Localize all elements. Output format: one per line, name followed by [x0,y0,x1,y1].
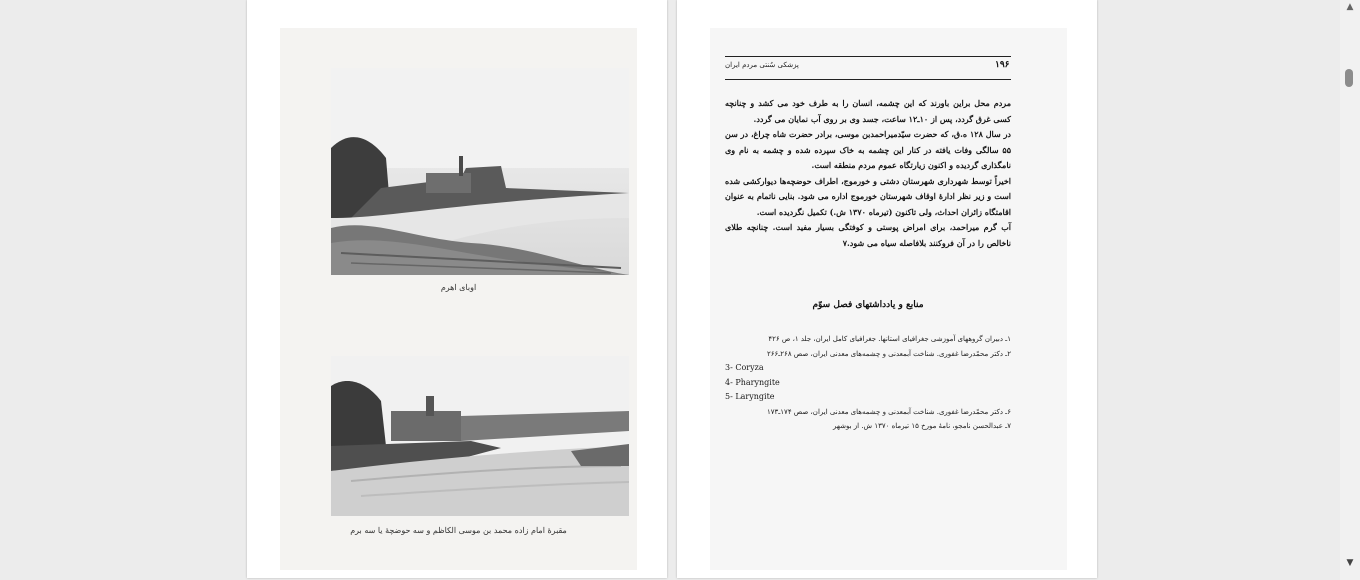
section-title: منابع و یادداشتهای فصل سوّم [812,300,924,310]
book-title: پزشکی سُنتی مردم ایران [725,61,799,69]
reference-item: ۱ـ دبیران گروههای آموزشی جغرافیای استانها. جغرافیای کامل ایران، جلد ۱، ص ۴۲۶ [768,335,1011,343]
reference-item: 4- Pharyngite [725,377,780,387]
reference-item: 5- Laryngite [725,392,775,401]
page-right [677,0,1097,578]
photo-riverbank-village [331,68,629,275]
scroll-up-arrow-icon[interactable]: ▲ [1346,2,1354,12]
page-number: ۱۹۶ [995,60,1010,70]
scanned-photo-plate [280,28,637,570]
scanned-text-page [710,28,1067,570]
reference-item: ۲ـ دکتر محمّدرضا غفوری. شناخت آبمعدنی و چشمه‌های معدنی ایران، صص ۲۶۸ـ۲۶۶ [766,349,1011,358]
paragraph: در سال ۱۲۸ ه.ق، که حضرت سیّدمیراحمدبن موسی، برادر حضرت شاه چراغ، در سن ۵۵ سالگی وفات یافته در کنار این چشمه به خاک سپرده شده و چشمه به نام وی نامگذاری گردیده و اکنون زیارتگاه عموم مردم منطقه است. [725,129,1011,170]
photo-shrine-pools [331,356,629,516]
scroll-thumb[interactable] [1345,69,1353,87]
references-list [725,332,1011,434]
running-header [725,56,1011,80]
paragraph: مردم محل براین باورند که این چشمه، انسان را به طرف خود می کشد و چنانچه کسی غرق گردد، پس از ۱۰ـ۱۲ ساعت، جسد وی بر روی آب نمایان می گردد. [725,98,1011,124]
paragraph: آب گرم میراحمد، برای امراض پوستی و کوفتگی بسیار مفید است. چنانچه طلای ناخالص را در آن فروکنند بلافاصله سیاه می شود.۷ [725,222,1011,248]
scroll-down-arrow-icon[interactable]: ▼ [1346,558,1354,568]
reference-item: ۷ـ عبدالحسن نامجو، نامهٔ مورخ ۱۵ تیرماه ۱۳۷۰ ش. از بوشهر [833,422,1011,430]
photo-2-caption: مقبرهٔ امام زاده محمد بن موسی الکاظم و سه حوضچهٔ یا سه برم [350,526,567,535]
page-left [247,0,667,578]
body-text [725,96,1011,251]
photo-2-image [331,356,629,516]
reference-item: 3- Coryza [725,363,764,372]
photo-1-image [331,68,629,275]
reference-item: ۶ـ دکتر محمّدرضا غفوری. شناخت آبمعدنی و چشمه‌های معدنی ایران، صص ۱۷۴ـ۱۷۳ [766,407,1011,416]
vertical-scrollbar[interactable] [1340,0,1360,580]
paragraph: اخیراً توسط شهرداری شهرستان دشتی و خورموج، اطراف حوضچه‌ها دیوارکشی شده است و زیر نظر ادارهٔ اوقاف شهرستان خورموج اداره می شود. بنایی ناتمام به عنوان اقامتگاه زائران احداث، ولی تاکنون (تیرماه ۱۳۷۰ ش.) تکمیل نگردیده است. [725,175,1011,217]
photo-1-caption: اوبای اهرم [440,283,477,292]
